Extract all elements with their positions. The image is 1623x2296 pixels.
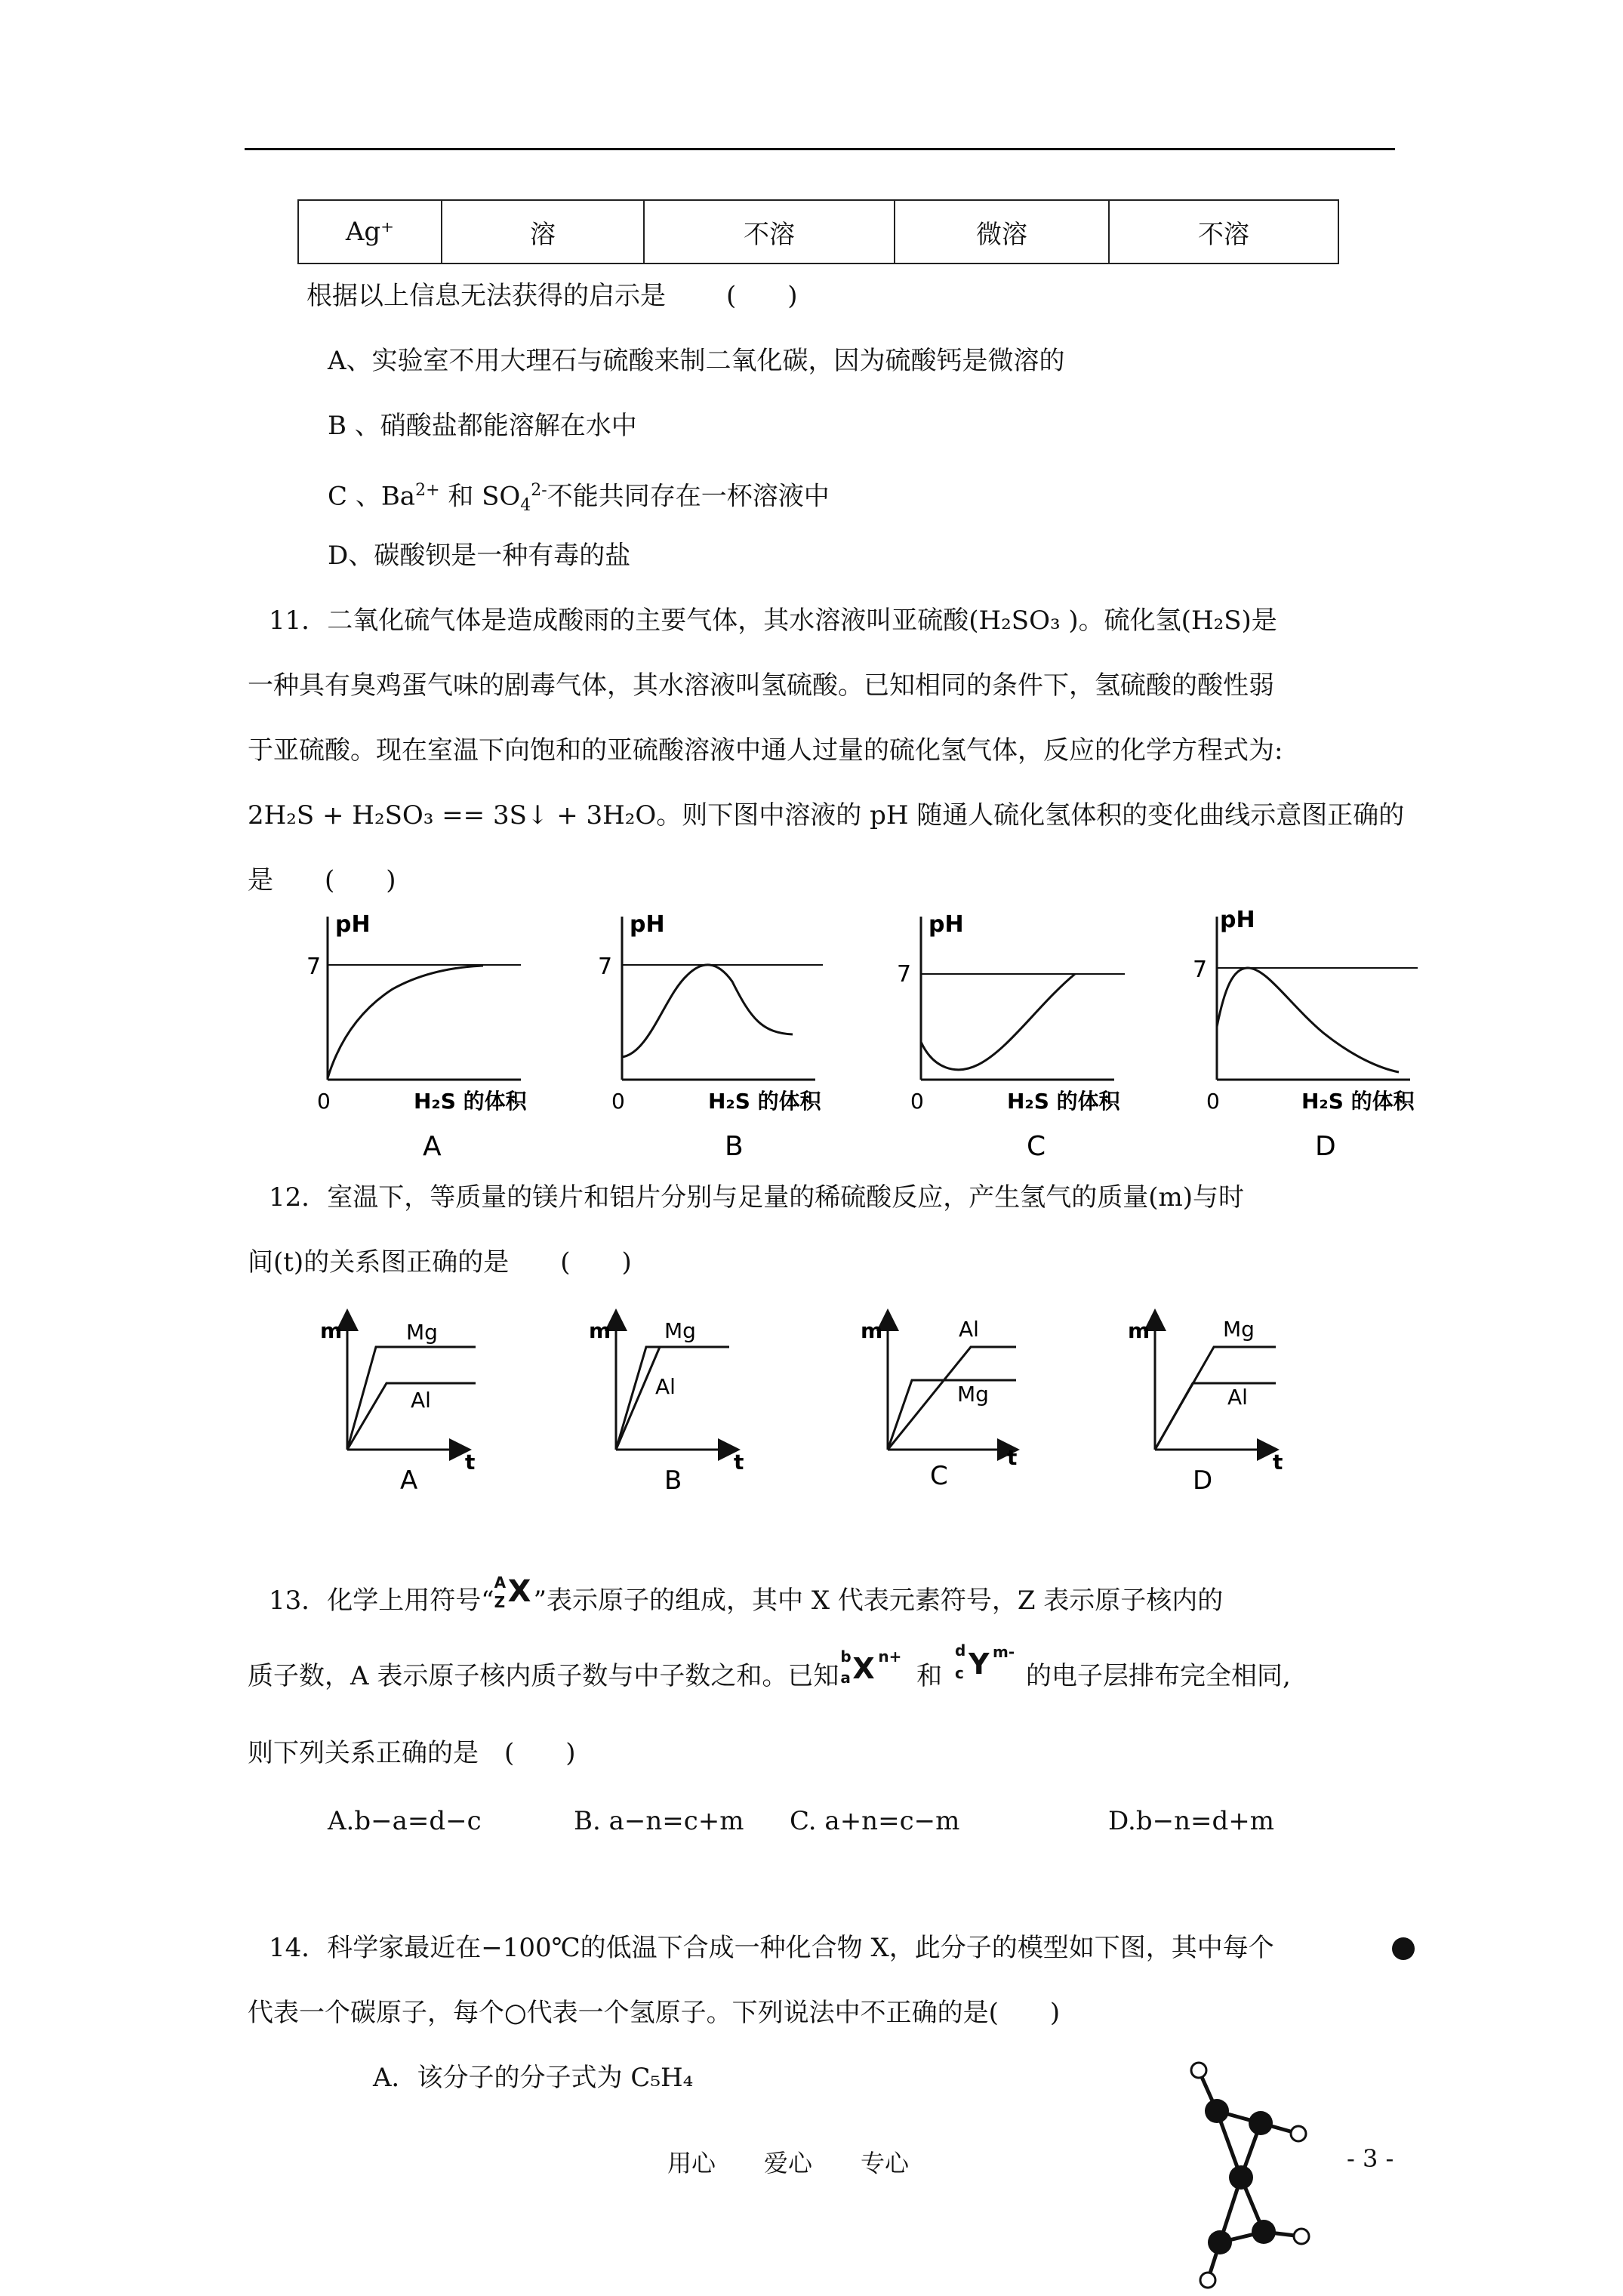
table-cell: 溶 (442, 200, 644, 264)
label-top: Al (959, 1317, 979, 1342)
al-line (616, 1347, 660, 1450)
ion-y (950, 1641, 1026, 1693)
label-top: Mg (1223, 1317, 1255, 1342)
seven-label: 7 (306, 954, 322, 980)
label-bottom: Al (655, 1374, 676, 1399)
ph-graph-a (306, 911, 528, 1162)
graph-letter: D (1193, 1465, 1213, 1496)
q10-c-pre: C 、Ba (328, 481, 416, 512)
q10-option-d: D、碳酸钡是一种有毒的盐 (328, 541, 631, 571)
ph-curve (1217, 968, 1399, 1072)
q10-option-c (328, 474, 830, 522)
header-rule (245, 148, 1395, 150)
ph-graphs (302, 906, 1434, 1178)
carbon-atom-icon (1205, 2099, 1229, 2123)
t-label: t (465, 1450, 476, 1475)
ph-graph-d (1193, 907, 1418, 1162)
q13-line1 (269, 1573, 1224, 1623)
q11-line3: 于亚硫酸。现在室温下向饱和的亚硫酸溶液中通人过量的硫化氢气体，反应的化学方程式为: (248, 735, 1283, 766)
t-label: t (734, 1450, 744, 1475)
q13-line3: 则下列关系正确的是 ( ) (248, 1738, 576, 1768)
h2s-volume-label: H₂S 的体积 (1007, 1089, 1120, 1114)
hydrogen-atom-icon (1291, 2126, 1306, 2141)
ion-y-symbol: Y (969, 1647, 990, 1681)
q13-line2-pre: 质子数，A 表示原子核内质子数与中子数之和。已知 (248, 1661, 839, 1691)
m-label: m (589, 1318, 611, 1343)
graph-letter: B (725, 1131, 744, 1162)
q12-line2: 间(t)的关系图正确的是 ( ) (248, 1247, 632, 1277)
mg-line (888, 1380, 1016, 1450)
table-cell: 不溶 (644, 200, 895, 264)
graph-letter: C (930, 1461, 948, 1491)
nuclide-notation (494, 1573, 534, 1617)
ph-graph-c (897, 911, 1125, 1162)
q13-option-d: D.b−n=d+m (1108, 1806, 1274, 1836)
ph-curve (921, 974, 1075, 1070)
label-bottom: Mg (957, 1382, 989, 1407)
q14-line2: 代表一个碳原子，每个○代表一个氢原子。下列说法中不正确的是( ) (248, 1998, 1061, 2028)
h2s-volume-label: H₂S 的体积 (1301, 1089, 1415, 1114)
ion-y-mass: d (955, 1641, 966, 1660)
q13-option-c: C. a+n=c−m (790, 1806, 960, 1836)
mass-number: A (494, 1573, 507, 1592)
q13-line1-post: ”表示原子的组成，其中 X 代表元素符号，Z 表示原子核内的 (533, 1586, 1224, 1616)
q10-c-mid: 和 SO (439, 481, 521, 512)
zero-label: 0 (317, 1089, 331, 1114)
molecule-model (1178, 2054, 1329, 2295)
zero-label: 0 (611, 1089, 625, 1114)
t-label: t (1007, 1445, 1018, 1470)
q10-c-sup2: 2- (531, 481, 547, 500)
q10-stem-text: 根据以上信息无法获得的启示是 (306, 281, 666, 311)
hydrogen-atom-icon (1294, 2229, 1309, 2244)
ion-x (839, 1647, 908, 1693)
ion-y-charge: m- (993, 1643, 1015, 1661)
ion-x-atomic: a (840, 1669, 851, 1687)
graph-letter: D (1315, 1131, 1336, 1162)
ph-axis-label: pH (929, 911, 964, 938)
q10-c-post: 不能共同存在一杯溶液中 (547, 481, 830, 512)
q11-line1: 11．二氧化硫气体是造成酸雨的主要气体，其水溶液叫亚硫酸(H₂SO₃ )。硫化氢(H₂S)是 (269, 606, 1277, 636)
page-number: - 3 - (1347, 2144, 1394, 2173)
carbon-atom-icon (1208, 2230, 1232, 2254)
ph-axis-label: pH (630, 911, 665, 938)
mass-graph-b (589, 1318, 744, 1496)
seven-label: 7 (1193, 957, 1208, 983)
al-line (888, 1347, 1016, 1450)
ion-x-charge: n+ (878, 1647, 902, 1666)
element-symbol: X (507, 1574, 531, 1609)
q14-line1-text: 14．科学家最近在−100℃的低温下合成一种化合物 X，此分子的模型如下图，其中每个 (269, 1933, 1274, 1963)
table-cell: 不溶 (1109, 200, 1338, 264)
label-bottom: Al (411, 1388, 431, 1413)
m-label: m (320, 1318, 343, 1343)
hydrogen-atom-icon (1191, 2063, 1206, 2078)
carbon-atom-icon (1249, 2111, 1273, 2135)
ion-x-symbol: X (852, 1652, 875, 1685)
graph-letter: B (664, 1465, 682, 1496)
mass-graph-a (320, 1318, 476, 1496)
q13-line2 (248, 1641, 1291, 1699)
table-cell: 微溶 (895, 200, 1109, 264)
q10-c-sup1: 2+ (415, 481, 440, 500)
graph-letter: A (400, 1465, 418, 1496)
ph-curve (328, 966, 483, 1078)
graph-letter: A (423, 1131, 442, 1162)
ph-axis-label: pH (335, 911, 371, 938)
q11-line4: 2H₂S + H₂SO₃ == 3S↓ + 3H₂O。则下图中溶液的 pH 随通人硫化氢体积的变化曲线示意图正确的 (248, 800, 1405, 831)
q14-option-a: A．该分子的分子式为 C₅H₄ (373, 2063, 694, 2093)
ph-graph-b (598, 911, 823, 1162)
h2s-volume-label: H₂S 的体积 (414, 1089, 527, 1114)
ph-curve (622, 965, 793, 1057)
atomic-number: Z (494, 1593, 506, 1611)
label-top: Mg (664, 1318, 696, 1343)
footer-motto: 用心 爱心 专心 (667, 2149, 910, 2177)
q12-line1: 12．室温下，等质量的镁片和铝片分别与足量的稀硫酸反应，产生氢气的质量(m)与时 (269, 1182, 1245, 1213)
q11-line5: 是 ( ) (248, 865, 396, 895)
label-top: Mg (406, 1320, 438, 1345)
zero-label: 0 (1206, 1089, 1220, 1114)
q13-and: 和 (908, 1661, 950, 1691)
table-cell: Ag⁺ (298, 200, 442, 264)
seven-label: 7 (897, 961, 912, 988)
mass-time-graphs (317, 1299, 1298, 1502)
q11-line2: 一种具有臭鸡蛋气味的剧毒气体，其水溶液叫氢硫酸。已知相同的条件下，氢硫酸的酸性弱 (248, 670, 1274, 701)
mass-graph-c (861, 1317, 1017, 1491)
mass-graph-d (1128, 1317, 1283, 1496)
ion-x-mass: b (840, 1647, 852, 1666)
q14-line1 (269, 1931, 1274, 1965)
hydrogen-atom-icon (1200, 2273, 1215, 2288)
q10-c-sub: 4 (520, 496, 531, 516)
graph-letter: C (1027, 1131, 1046, 1162)
carbon-atom-icon (1252, 2220, 1276, 2244)
solubility-table (297, 199, 1339, 264)
q13-line1-pre: 13．化学上用符号“ (269, 1586, 494, 1616)
zero-label: 0 (910, 1089, 924, 1114)
t-label: t (1273, 1450, 1283, 1475)
q13-option-a: A.b−a=d−c (328, 1806, 482, 1836)
ph-axis-label: pH (1220, 907, 1255, 933)
q13-line2-post: 的电子层排布完全相同, (1026, 1661, 1291, 1691)
table-row (298, 200, 1338, 264)
m-label: m (1128, 1318, 1150, 1343)
al-line (1155, 1347, 1276, 1450)
carbon-atom-icon (1392, 1937, 1415, 1960)
q10-paren: ( ) (726, 281, 798, 311)
h2s-volume-label: H₂S 的体积 (708, 1089, 821, 1114)
label-bottom: Al (1227, 1385, 1248, 1410)
q10-option-a: A、实验室不用大理石与硫酸来制二氧化碳，因为硫酸钙是微溶的 (328, 346, 1065, 376)
q10-option-b: B 、硝酸盐都能溶解在水中 (328, 411, 637, 441)
m-label: m (861, 1318, 883, 1343)
q10-stem (306, 279, 798, 313)
carbon-atom-icon (1229, 2165, 1253, 2190)
seven-label: 7 (598, 954, 613, 980)
q13-option-b: B. a−n=c+m (574, 1806, 744, 1836)
ion-y-atomic: c (955, 1664, 964, 1682)
